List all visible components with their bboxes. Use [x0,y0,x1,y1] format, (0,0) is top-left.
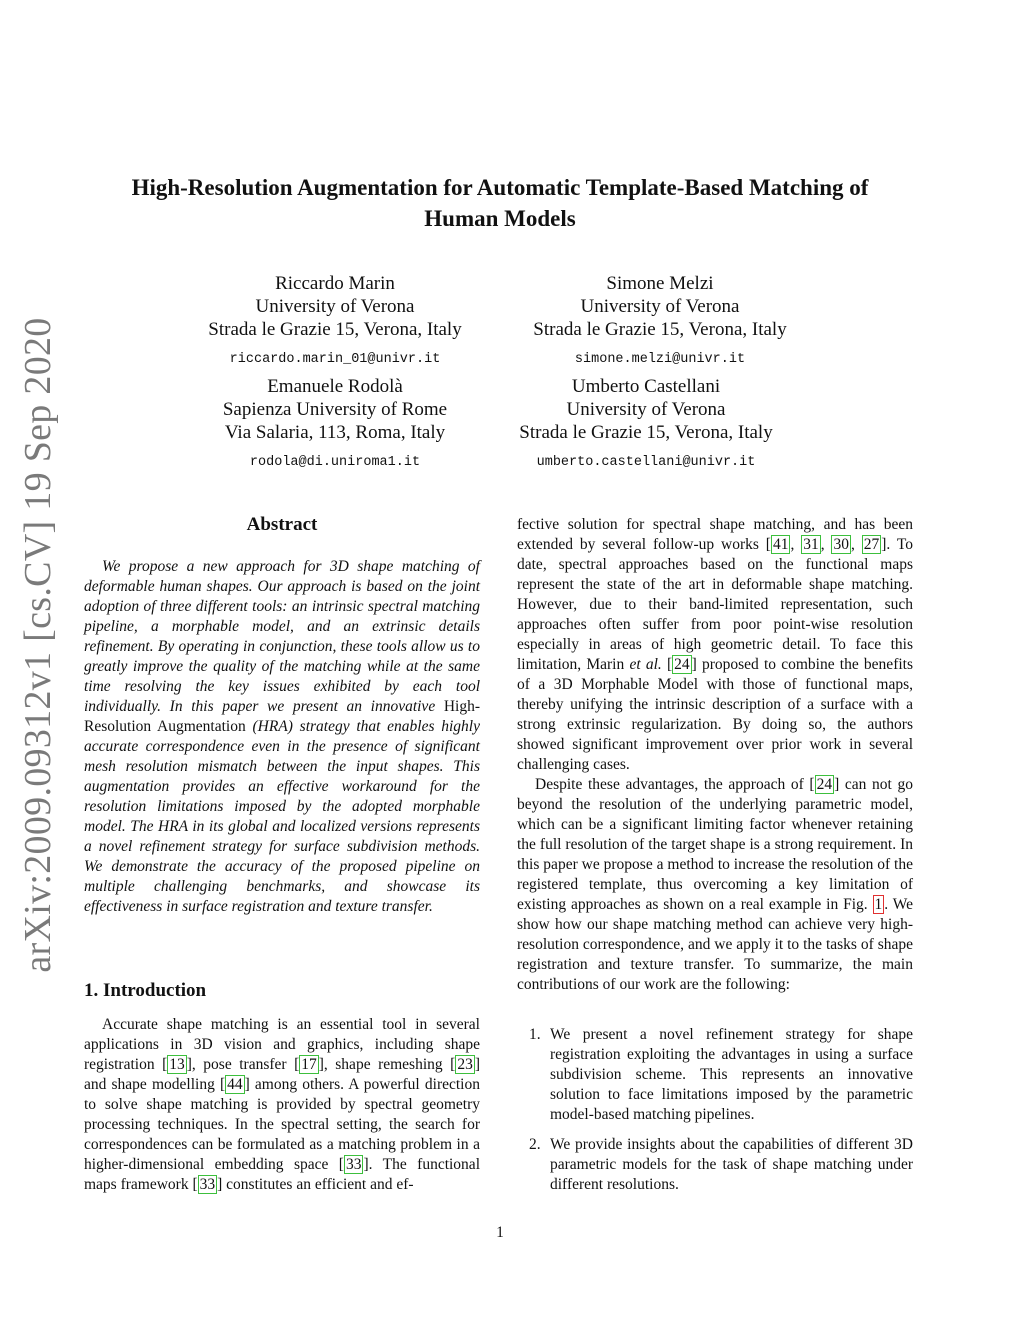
text-run: ], pose transfer [ [186,1056,300,1073]
author-email[interactable]: rodola@di.uniroma1.it [249,455,421,470]
author-name: Umberto Castellani [571,376,721,397]
abstract-term: High-Resolution Augmentation [84,698,480,735]
list-item-number: 1. [529,1026,541,1043]
citation-link[interactable]: 17 [301,1056,317,1073]
text-run: ] among others. A powerful direction to solve shape matching is provided by spectral geometry processing techniques. In the spectral setting, the search for correspondences can be formulated as a matching problem in a higher-dimensional embedding space [ [84,1076,480,1173]
figure-link[interactable]: 1 [874,896,883,913]
author-address: Strada le Grazie 15, Verona, Italy [519,422,773,443]
text-run: Accurate shape matching is an essential tool in several applications in 3D vision and graphics, including shape registration [ [84,1016,480,1073]
citation-link[interactable]: 24 [816,776,833,793]
citation-link[interactable]: 13 [169,1056,185,1073]
author-address: Strada le Grazie 15, Verona, Italy [533,319,787,340]
author-block [480,272,840,371]
author-block [155,272,515,371]
title-line-1: High-Resolution Augmentation for Automatic Template-Based Matching of [131,175,869,200]
author-affiliation: University of Verona [566,399,726,420]
text-run: , [790,536,802,553]
author-name: Riccardo Marin [275,273,395,294]
list-item-text: We provide insights about the capabilities of different 3D parametric models for the task of shape matching under different resolutions. [550,1136,913,1193]
text-run: ]. To date, spectral approaches based on the functional maps represent the state of the art in deformable shape matching. However, due to their band-limited representation, such approaches often suffer from poor point-wise resolution especially in areas of high geometric detail. To face this limitation, Marin [517,536,914,673]
citation-link[interactable]: 33 [199,1176,216,1193]
citation-link[interactable]: 33 [345,1156,362,1173]
text-run: Despite these advantages, the approach of [ [535,776,815,793]
author-email[interactable]: simone.melzi@univr.it [574,352,746,367]
list-item-number: 2. [529,1136,541,1153]
author-affiliation: University of Verona [580,296,740,317]
text-run: ] and shape modelling [ [84,1056,480,1093]
list-item [517,1135,913,1195]
abstract-text [84,557,480,917]
intro-paragraph [84,1015,480,1195]
text-run: ] constitutes an efficient and ef- [217,1176,414,1193]
text-run: ] can not go beyond the resolution of the underlying parametric model, which can be a significant limiting factor whenever retaining the full resolution of the target shape is a strong requirement. In this paper we propose a method to increase the resolution of the registered template, thus overcoming a key limitation of existing approaches as shown on a real example in Fig. [517,776,913,913]
text-run: fective solution for spectral shape matching, and has been extended by several follow-up works [ [517,516,913,553]
paper-title [90,172,910,234]
citation-link[interactable]: 41 [772,536,789,553]
author-name: Emanuele Rodolà [267,376,403,397]
author-email[interactable]: umberto.castellani@univr.it [536,455,756,470]
author-affiliation: Sapienza University of Rome [222,399,448,420]
text-run: , [820,536,832,553]
text-run: ] proposed to combine the benefits of a 3D Morphable Model with those of functional maps, thereby unifying the intrinsic description of a surface with a strong extrinsic regularization. By doing so, the authors showed significant improvement over prior work in several challenging cases. [517,656,913,773]
contributions-list [517,1025,913,1205]
text-run: . We show how our shape matching method can achieve very high-resolution correspondence, and we apply it to the tasks of shape registration and texture transfer. To summarize, the main contributions of our work are the following: [517,896,913,993]
abstract-text-part: (HRA) strategy that enables highly accurate correspondence even in the presence of significant mesh resolution mismatch between the input shapes. This augmentation provides an effective workaround for the resolution limitations imposed by the adopted morphable model. The HRA in its global and localized versions represents a novel refinement strategy for surface subdivision methods. We demonstrate the accuracy of the proposed pipeline on multiple challenging benchmarks, and showcase its effectiveness in surface registration and texture transfer. [84,718,480,915]
author-address: Strada le Grazie 15, Verona, Italy [208,319,462,340]
author-name: Simone Melzi [606,273,714,294]
right-column-text [517,515,913,995]
author-block [466,375,826,474]
list-item-text: We present a novel refinement strategy for shape registration exploiting the advantages in using a surface subdivision scheme. This represents an innovative solution to face limitations imposed by the parametric model-based matching pipelines. [550,1026,913,1123]
text-run: ], shape remeshing [ [318,1056,456,1073]
citation-link[interactable]: 31 [803,536,819,553]
citation-link[interactable]: 24 [674,656,690,673]
text-run: ]. The functional maps framework [ [84,1156,480,1193]
title-line-2: Human Models [424,206,576,231]
citation-link[interactable]: 30 [833,536,849,553]
citation-link[interactable]: 27 [863,536,880,553]
text-run: , [850,536,862,553]
abstract-text-part: We propose a new approach for 3D shape matching of deformable human shapes. Our approach is based on the joint adoption of three different tools: an intrinsic spectral matching pipeline, a morphable model, and an extrinsic details refinement. By operating in conjunction, these tools allow us to greatly improve the quality of the matching while at the same time resolving the key issues exhibited by each tool individually. In this paper we present an innovative [84,558,480,715]
text-run: et al. [629,656,662,673]
author-email[interactable]: riccardo.marin_01@univr.it [229,352,441,367]
citation-link[interactable]: 44 [227,1076,243,1093]
citation-link[interactable]: 23 [457,1056,473,1073]
section-heading-introduction: 1. Introduction [84,980,207,1001]
author-block [155,375,515,474]
list-item [517,1025,913,1125]
abstract-heading: Abstract [246,514,318,535]
arxiv-stamp-text: arXiv:2009.09312v1 [cs.CV] 19 Sep 2020 [17,317,59,973]
author-address: Via Salaria, 113, Roma, Italy [224,422,446,443]
text-run: [ [661,656,673,673]
author-affiliation: University of Verona [255,296,415,317]
page-number: 1 [496,1224,504,1241]
